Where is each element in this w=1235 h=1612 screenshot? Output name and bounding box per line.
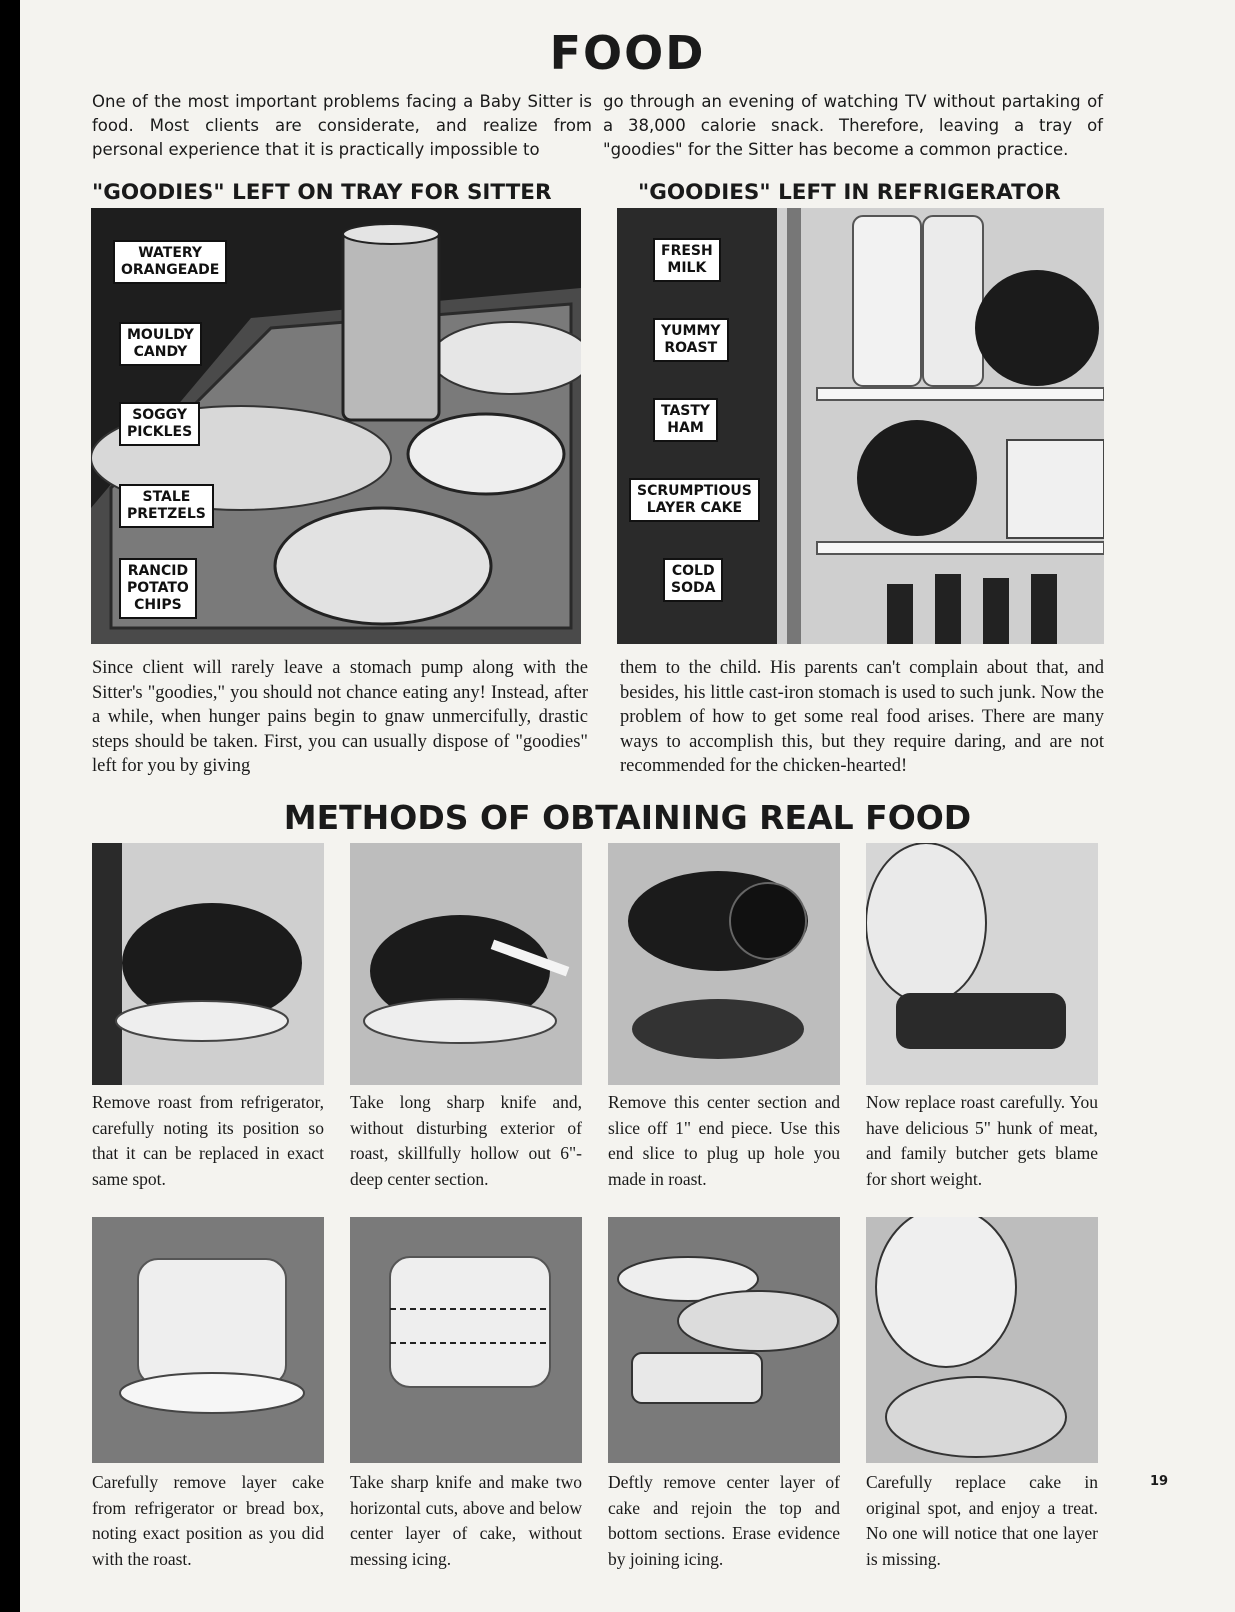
magazine-page [20,0,1235,1612]
fridge-heading: "GOODIES" LEFT IN REFRIGERATOR [638,180,1061,205]
body-left: Since client will rarely leave a stomach pump along with the Sitter's "goodies," you should not chance eating any! Instead, after a while, when hunger pains begin to gnaw unmercifully, drastic steps should be taken. First, you can usually dispose of "goodies" left for you by giving [92,658,588,777]
roast-step-2-illustration [350,843,582,1085]
cake-step-4-illustration [866,1217,1098,1463]
page-title: FOOD [549,26,706,80]
label-watery-orangeade: WATERY ORANGEADE [113,240,227,284]
label-yummy-roast: YUMMY ROAST [653,318,729,362]
intro-left: One of the most important problems facing a Baby Sitter is food. Most clients are considerate, and realize from personal experience that it is practically impossible to [92,92,592,159]
fridge-illustration [617,208,1104,644]
cake-step-2-illustration [350,1217,582,1463]
label-cold-soda: COLD SODA [663,558,723,602]
cake-step-2-caption: Take sharp knife and make two horizontal cuts, above and below center layer of cake, without messing icing. [350,1472,582,1569]
cake-step-1-caption: Carefully remove layer cake from refrigerator or bread box, noting exact position as you did with the roast. [92,1472,324,1569]
roast-step-4-illustration [866,843,1098,1085]
label-soggy-pickles: SOGGY PICKLES [119,402,200,446]
roast-step-3-illustration [608,843,840,1085]
label-fresh-milk: FRESH MILK [653,238,721,282]
roast-step-1-illustration [92,843,324,1085]
intro-right: go through an evening of watching TV without partaking of a 38,000 calorie snack. Therefore, leaving a tray of "goodies" for the Sitter has become a common practice. [603,92,1103,159]
label-scrumptious-layer-cake: SCRUMPTIOUS LAYER CAKE [629,478,760,522]
cake-step-4-caption: Carefully replace cake in original spot, and enjoy a treat. No one will notice that one layer is missing. [866,1472,1098,1569]
roast-step-3-caption: Remove this center section and slice off 1" end piece. Use this end slice to plug up hole you made in roast. [608,1092,840,1189]
cake-step-1-illustration [92,1217,324,1463]
methods-heading: METHODS OF OBTAINING REAL FOOD [283,798,972,837]
label-rancid-potato-chips: RANCID POTATO CHIPS [119,558,197,619]
page-number: 19 [1150,1474,1169,1489]
label-tasty-ham: TASTY HAM [653,398,718,442]
label-mouldy-candy: MOULDY CANDY [119,322,202,366]
roast-step-1-caption: Remove roast from refrigerator, carefully noting its position so that it can be replaced in exact same spot. [92,1092,324,1189]
tray-illustration [91,208,581,644]
label-stale-pretzels: STALE PRETZELS [119,484,214,528]
roast-step-2-caption: Take long sharp knife and, without disturbing exterior of roast, skillfully hollow out 6"-deep center section. [350,1092,582,1189]
tray-heading: "GOODIES" LEFT ON TRAY FOR SITTER [92,180,552,205]
roast-step-4-caption: Now replace roast carefully. You have delicious 5" hunk of meat, and family butcher gets blame for short weight. [866,1092,1098,1189]
body-right: them to the child. His parents can't complain about that, and besides, his little cast-iron stomach is used to such junk. Now the problem of how to get some real food arises. There are many ways to accomplish this, but they require daring, and are not recommended for the chicken-hearted! [620,658,1104,777]
cake-step-3-caption: Deftly remove center layer of cake and rejoin the top and bottom sections. Erase evidence by joining icing. [608,1472,840,1569]
cake-step-3-illustration [608,1217,840,1463]
